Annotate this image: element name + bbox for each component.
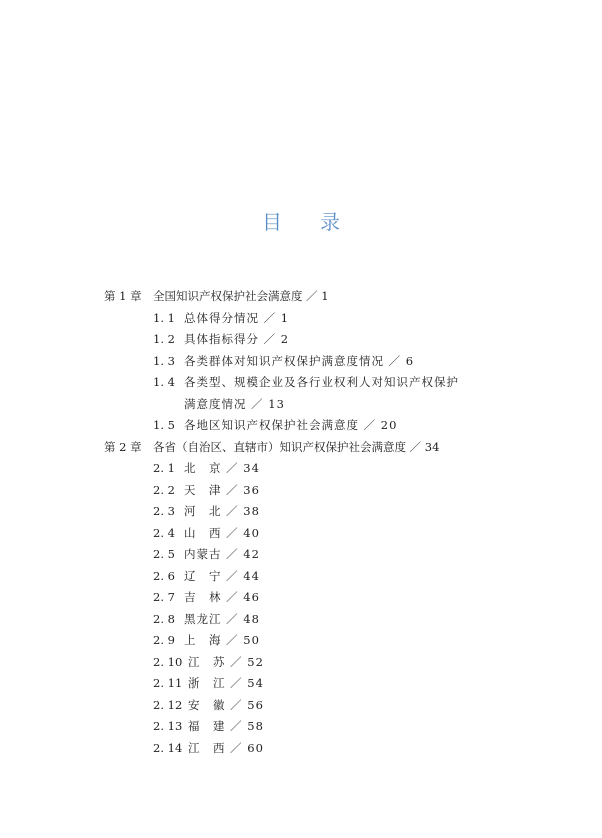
section-title: 各类型、规模企业及各行业权利人对知识产权保护 [184, 375, 459, 389]
section-number: 2. 10 [153, 654, 183, 669]
toc-section-entry[interactable] [0, 458, 602, 478]
section-number: 2. 3 [153, 504, 175, 518]
section-number: 1. 5 [153, 418, 175, 432]
title-char-1: 目 [262, 210, 282, 234]
section-number: 2. 5 [153, 547, 175, 561]
section-title: 内蒙古 ／ 42 [184, 547, 260, 561]
toc-section-entry[interactable] [0, 308, 602, 328]
section-title: 河 北 ／ 38 [184, 504, 260, 518]
section-number: 2. 9 [153, 633, 175, 647]
section-number: 1. 4 [153, 375, 175, 389]
toc-section-entry[interactable] [0, 415, 602, 435]
section-title: 江 苏 ／ 52 [188, 654, 264, 669]
section-title: 各类群体对知识产权保护满意度情况 ／ 6 [184, 353, 415, 368]
section-number: 2. 12 [153, 697, 183, 712]
section-title: 山 西 ／ 40 [184, 525, 260, 540]
title-char-2: 录 [320, 210, 340, 234]
section-number: 2. 14 [153, 740, 183, 755]
chapter-title: 各省（自治区、直辖市）知识产权保护社会满意度 ／ 34 [153, 439, 440, 454]
toc-section-entry[interactable] [0, 587, 602, 607]
page-title [0, 206, 602, 235]
section-number: 1. 3 [153, 353, 175, 368]
chapter-number: 第 2 章 [104, 439, 142, 454]
toc-section-entry[interactable] [0, 566, 602, 586]
section-title: 安 徽 ／ 56 [188, 697, 264, 712]
section-number: 2. 8 [153, 611, 175, 626]
toc-section-entry[interactable] [0, 630, 602, 650]
section-title: 黑龙江 ／ 48 [184, 611, 260, 626]
section-number: 2. 7 [153, 590, 175, 604]
section-title: 浙 江 ／ 54 [188, 676, 264, 690]
section-title: 总体得分情况 ／ 1 [184, 310, 290, 325]
toc-chapter-entry[interactable] [0, 437, 602, 457]
toc-section-entry[interactable] [0, 609, 602, 629]
toc-section-entry[interactable] [0, 372, 602, 392]
toc-section-entry[interactable] [0, 738, 602, 758]
toc-section-entry[interactable] [0, 695, 602, 715]
section-number: 1. 1 [153, 310, 175, 325]
section-number: 2. 11 [153, 676, 183, 690]
toc-section-entry[interactable] [0, 523, 602, 543]
section-title: 天 津 ／ 36 [184, 482, 260, 497]
section-title: 各地区知识产权保护社会满意度 ／ 20 [184, 418, 398, 432]
section-title: 具体指标得分 ／ 2 [184, 332, 290, 346]
toc-continuation-line[interactable] [0, 394, 602, 414]
section-title: 上 海 ／ 50 [184, 633, 260, 647]
section-title: 辽 宁 ／ 44 [184, 568, 260, 583]
section-title: 北 京 ／ 34 [184, 461, 260, 475]
chapter-number: 第 1 章 [104, 289, 142, 303]
section-number: 2. 13 [153, 719, 183, 733]
section-title: 江 西 ／ 60 [188, 740, 264, 755]
toc-section-entry[interactable] [0, 544, 602, 564]
toc-section-entry[interactable] [0, 480, 602, 500]
section-number: 2. 6 [153, 568, 175, 583]
chapter-title: 全国知识产权保护社会满意度 ／ 1 [153, 289, 329, 303]
toc-section-entry[interactable] [0, 351, 602, 371]
section-title-continuation: 满意度情况 ／ 13 [184, 396, 285, 411]
section-title: 吉 林 ／ 46 [184, 590, 260, 604]
toc-section-entry[interactable] [0, 716, 602, 736]
toc-section-entry[interactable] [0, 673, 602, 693]
section-number: 2. 1 [153, 461, 175, 475]
toc-section-entry[interactable] [0, 329, 602, 349]
toc-section-entry[interactable] [0, 652, 602, 672]
section-number: 1. 2 [153, 332, 175, 346]
section-number: 2. 4 [153, 525, 175, 540]
toc-section-entry[interactable] [0, 501, 602, 521]
toc-chapter-entry[interactable] [0, 286, 602, 306]
section-title: 福 建 ／ 58 [188, 719, 264, 733]
section-number: 2. 2 [153, 482, 175, 497]
